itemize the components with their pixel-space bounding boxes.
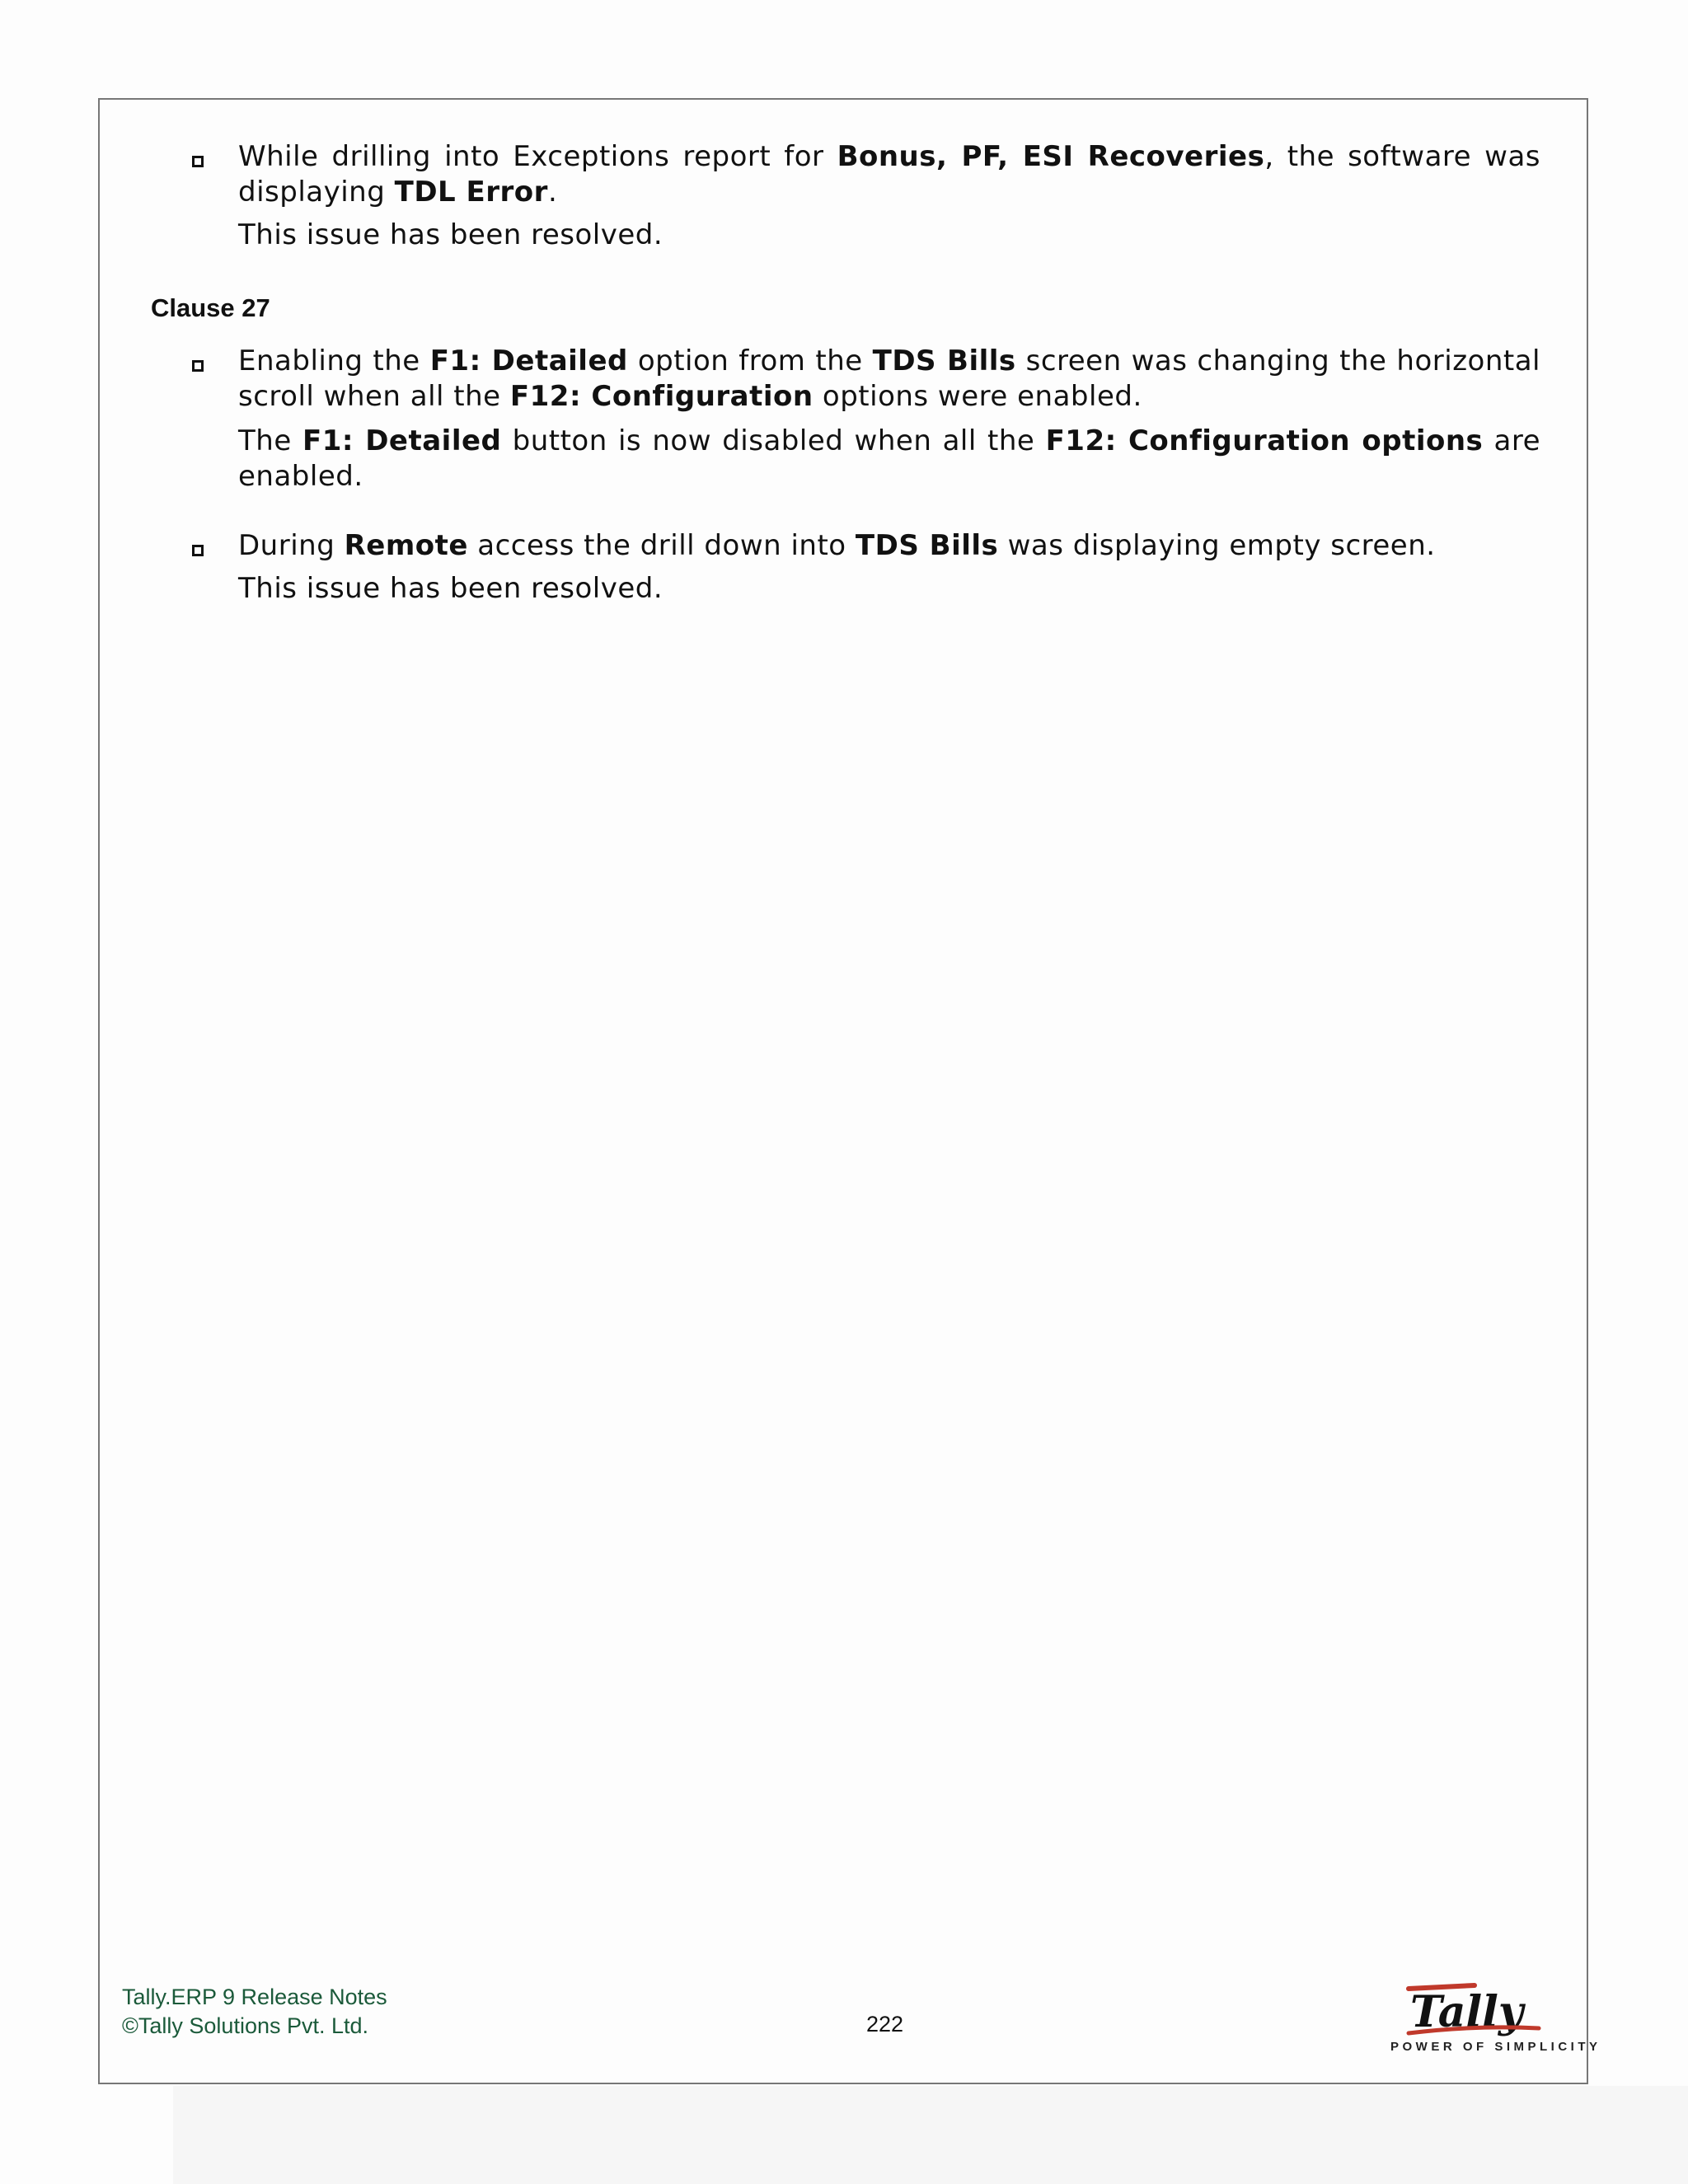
bullet-square-icon [192,360,204,372]
page-shadow [173,2086,1688,2184]
bold-term: TDS Bills [872,344,1016,377]
page-number: 222 [866,2012,904,2036]
footer-title: Tally.ERP 9 Release Notes [122,1985,387,2009]
bullet-square-icon [192,545,204,556]
text-span: While drilling into Exceptions report for [238,140,837,173]
bold-term: F1: Detailed [429,344,628,377]
text-span: , the software was displaying [238,140,1540,209]
section-heading: Clause 27 [151,293,270,322]
text-span: screen was changing the horizontal scroll when all the [238,344,1540,413]
text-span: access the drill down into [467,529,856,562]
text-span: Enabling the [238,344,430,377]
text-span: button is now disabled when all the [501,424,1046,457]
bold-term: F1: Detailed [302,424,502,457]
bullet-text [238,139,1540,210]
bullet-text [238,344,1540,415]
text-span: The [238,424,302,457]
tally-wordmark-icon [1377,1979,1575,2041]
text-span: During [238,529,345,562]
footer-copyright: ©Tally Solutions Pvt. Ltd. [122,2013,369,2038]
text-span: was displaying empty screen. [998,529,1436,562]
text-span: option from the [627,344,873,377]
bullet-text [238,528,1540,564]
text-span: are enabled. [238,424,1540,493]
bullet-square-icon [192,156,204,167]
resolution-text: This issue has been resolved. [238,218,663,251]
bold-term: TDS Bills [855,529,999,562]
bold-term: TDL Error [394,176,548,209]
resolution-text: This issue has been resolved. [238,572,663,605]
page-frame [98,98,1601,2084]
tally-logo [1377,1979,1601,2061]
logo-tagline: POWER OF SIMPLICITY [1390,2040,1601,2054]
bold-term: F12: Configuration options [1045,424,1484,457]
tally-logo-text: Tally [1410,1987,1524,2037]
bold-term: Remote [344,529,468,562]
bold-term: Bonus, PF, ESI Recoveries [837,140,1265,173]
text-span: . [547,176,558,209]
text-span: options were enabled. [813,380,1142,413]
footer-credits [122,1983,387,2041]
bold-term: F12: Configuration [509,380,814,413]
resolution-text [238,424,1540,494]
